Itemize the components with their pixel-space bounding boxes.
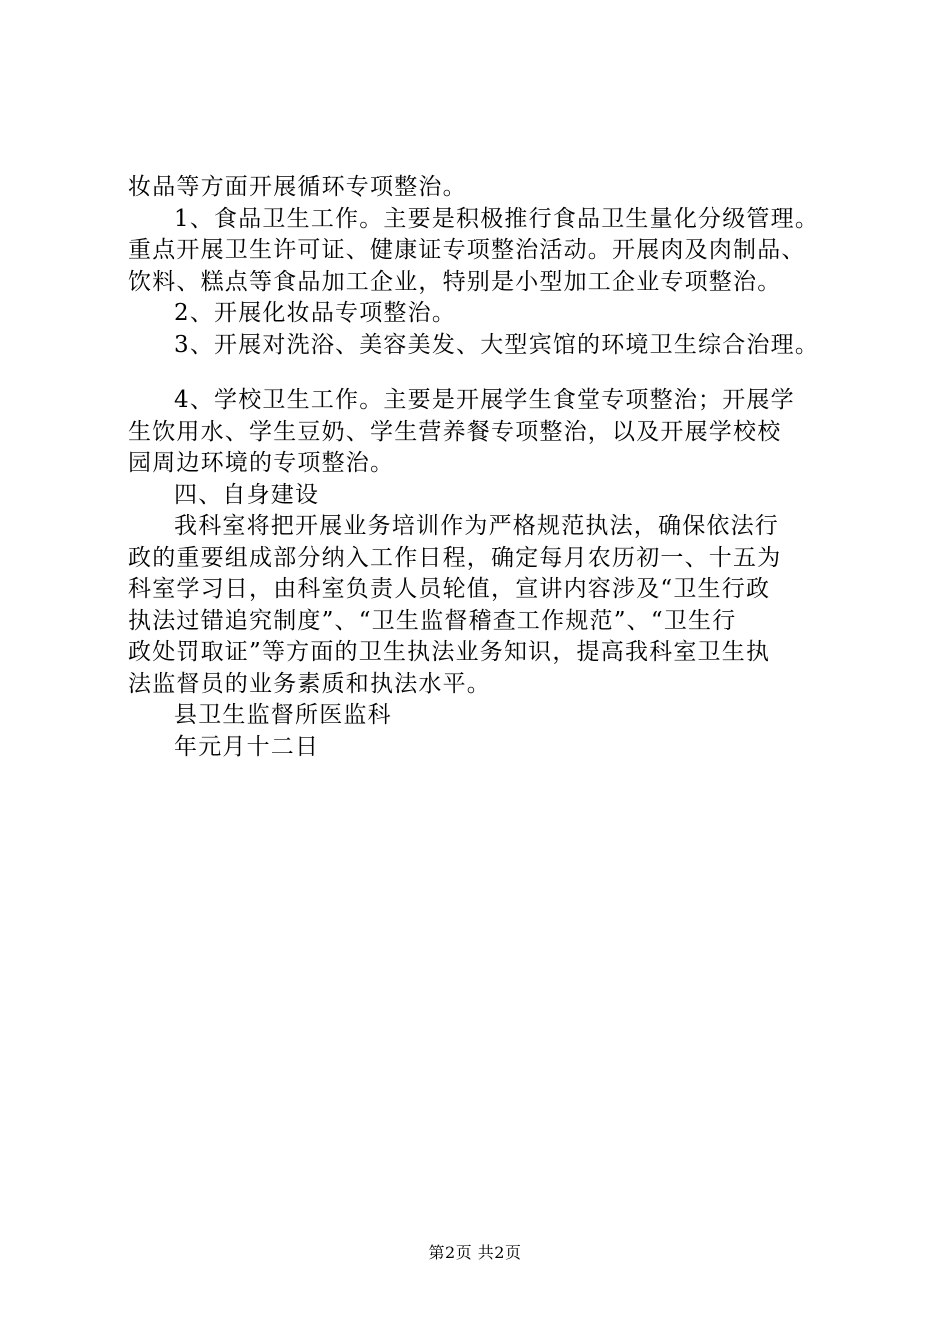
text-line: 生饮用水、学生豆奶、学生营养餐专项整治，以及开展学校校	[128, 418, 782, 445]
text-line: 我科室将把开展业务培训作为严格规范执法，确保依法行	[174, 513, 779, 539]
text-line: 妆品等方面开展循环专项整治。	[128, 174, 467, 200]
text-line: 县卫生监督所医监科	[174, 702, 392, 728]
text-line: 饮料、糕点等食品加工企业，特别是小型加工企业专项整治。	[128, 268, 782, 295]
text-line: 四、自身建设	[174, 481, 320, 508]
text-line: 年元月十二日	[174, 733, 320, 760]
text-line: 1、食品卫生工作。主要是积极推行食品卫生量化分级管理。	[174, 205, 820, 232]
text-line: 执法过错追究制度”、“卫生监督稽查工作规范”、“卫生行	[128, 607, 737, 634]
text-line: 2、开展化妆品专项整治。	[174, 300, 457, 326]
text-line: 园周边环境的专项整治。	[128, 450, 395, 476]
text-line: 3、开展对洗浴、美容美发、大型宾馆的环境卫生综合治理。	[174, 331, 820, 358]
text-line: 法监督员的业务素质和执法水平。	[128, 670, 491, 697]
text-line: 重点开展卫生许可证、健康证专项整治活动。开展肉及肉制品、	[128, 237, 806, 263]
text-line: 科室学习日，由科室负责人员轮值，宣讲内容涉及“卫生行政	[128, 576, 771, 602]
text-line: 4、学校卫生工作。主要是开展学生食堂专项整治；开展学	[174, 387, 795, 413]
text-line: 政的重要组成部分纳入工作日程，确定每月农历初一、十五为	[128, 544, 782, 571]
paragraph-gap	[128, 361, 848, 385]
text-line: 政处罚取证”等方面的卫生执法业务知识，提高我科室卫生执	[128, 639, 771, 665]
page-footer: 第2页 共2页	[428, 1243, 522, 1262]
document-body	[128, 172, 848, 763]
